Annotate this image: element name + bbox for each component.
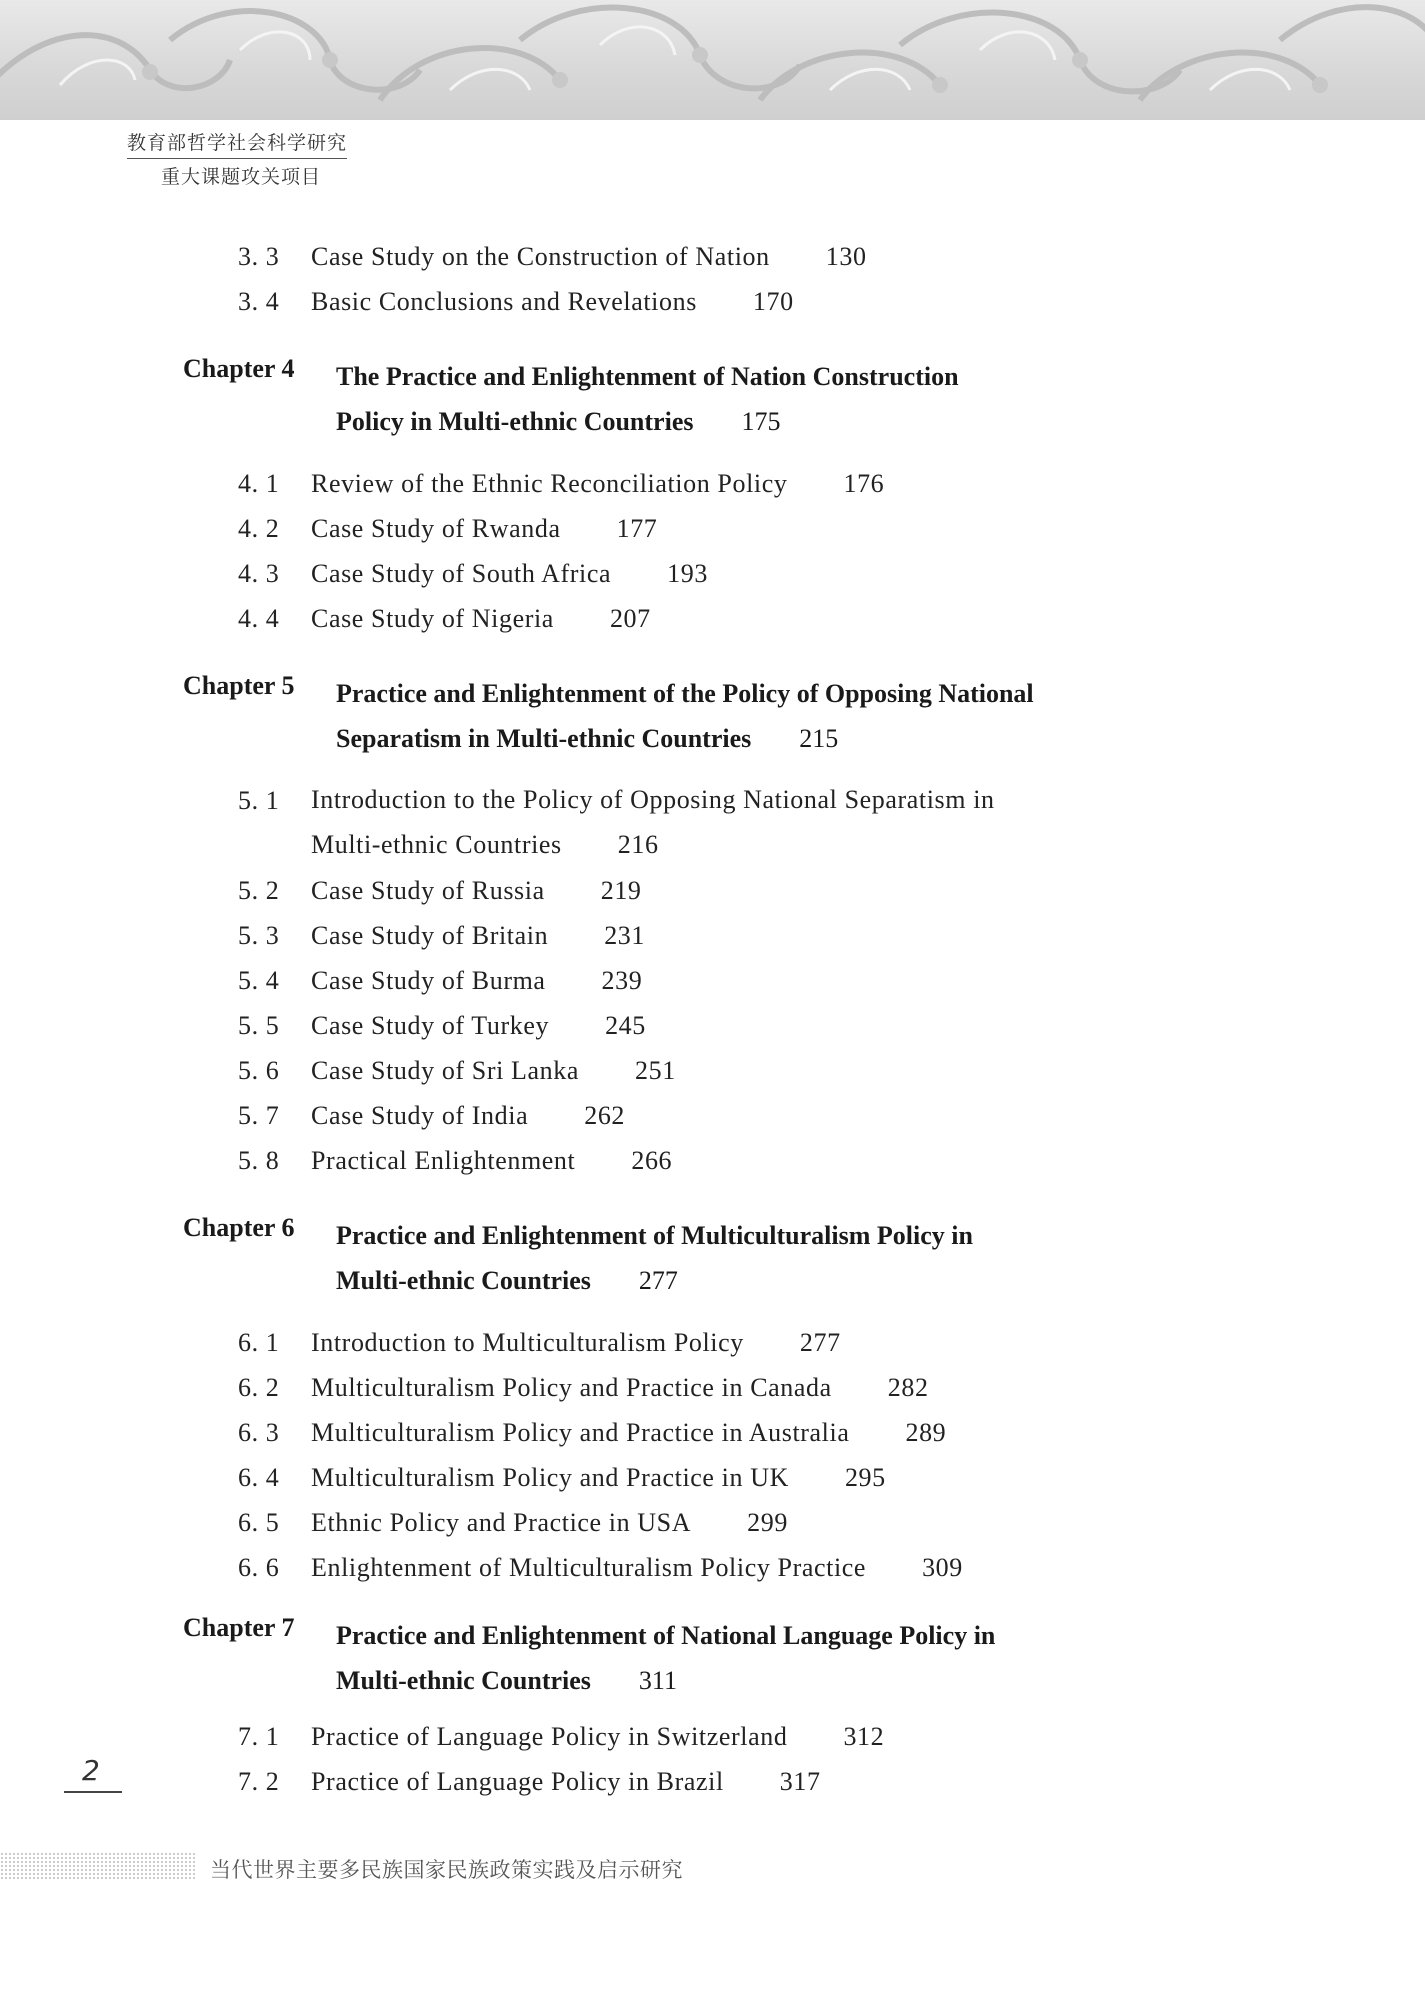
section-title: Multiculturalism Policy and Practice in Australia xyxy=(311,1418,850,1447)
page-ref: 175 xyxy=(741,407,781,436)
section-title: Ethnic Policy and Practice in USA xyxy=(311,1508,692,1537)
section-number: 5. 6 xyxy=(238,1056,280,1085)
section-title: Enlightenment of Multiculturalism Policy Practice xyxy=(311,1553,867,1582)
chapter-title-line1: Practice and Enlightenment of National Language Policy in xyxy=(336,1621,996,1650)
section-number: 6. 1 xyxy=(238,1328,280,1357)
page-ref: 193 xyxy=(667,559,708,588)
chapter-label: Chapter 7 xyxy=(183,1613,295,1642)
page-ref: 282 xyxy=(887,1373,929,1402)
section-title: Practice of Language Policy in Brazil xyxy=(311,1767,724,1796)
section-title: Practice of Language Policy in Switzerland xyxy=(311,1722,788,1751)
section-number: 5. 1 xyxy=(238,786,280,815)
series-title-line2: 重大课题攻关项目 xyxy=(161,166,322,188)
section-number: 4. 4 xyxy=(238,604,280,633)
page-ref: 299 xyxy=(747,1508,788,1537)
series-title-line1: 教育部哲学社会科学研究 xyxy=(127,128,347,159)
running-book-title: 当代世界主要多民族国家民族政策实践及启示研究 xyxy=(210,1858,683,1882)
chapter-title-line2: Multi-ethnic Countries xyxy=(336,1666,591,1695)
chapter-title-line2: Multi-ethnic Countries xyxy=(336,1266,591,1295)
page-ref: 207 xyxy=(609,604,651,633)
page-ref: 277 xyxy=(638,1266,678,1295)
page-ref: 245 xyxy=(605,1011,646,1040)
section-title: Introduction to Multiculturalism Policy xyxy=(311,1328,744,1357)
chapter-title-line1: Practice and Enlightenment of the Policy of Opposing National xyxy=(336,679,1034,708)
section-number: 6. 2 xyxy=(238,1373,280,1402)
chapter-label: Chapter 6 xyxy=(183,1213,295,1242)
section-title: Practical Enlightenment xyxy=(311,1146,576,1175)
page-ref: 176 xyxy=(843,469,885,498)
section-title: Case Study of Nigeria xyxy=(311,604,554,633)
page-ref: 215 xyxy=(799,724,839,753)
page-ref: 277 xyxy=(799,1328,841,1357)
chapter-title-line2: Separatism in Multi-ethnic Countries xyxy=(336,724,752,753)
page-ref: 289 xyxy=(905,1418,947,1447)
section-title: Case Study of Russia xyxy=(311,876,545,905)
series-header xyxy=(127,128,347,189)
section-title: Case Study of Turkey xyxy=(311,1011,550,1040)
section-number: 6. 5 xyxy=(238,1508,280,1537)
cloud-pattern-icon xyxy=(0,0,1425,120)
section-title: Case Study of India xyxy=(311,1101,529,1130)
footer-dot-pattern xyxy=(0,1852,195,1880)
section-number: 6. 3 xyxy=(238,1418,280,1447)
section-title: Case Study of Rwanda xyxy=(311,514,561,543)
section-title: Case Study of South Africa xyxy=(311,559,612,588)
chapter-label: Chapter 5 xyxy=(183,671,295,700)
page-ref: 295 xyxy=(844,1463,886,1492)
page-ref: 309 xyxy=(922,1553,963,1582)
section-title-line2: Multi-ethnic Countries xyxy=(311,830,562,859)
section-number: 5. 3 xyxy=(238,921,280,950)
page-ref: 266 xyxy=(631,1146,673,1175)
section-title: Case Study of Sri Lanka xyxy=(311,1056,579,1085)
section-number: 5. 4 xyxy=(238,966,280,995)
section-title: Case Study of Burma xyxy=(311,966,546,995)
page-ref: 130 xyxy=(825,242,867,271)
section-number: 3. 4 xyxy=(238,287,280,316)
decorative-cloud-banner xyxy=(0,0,1425,120)
section-title: Multiculturalism Policy and Practice in Canada xyxy=(311,1373,832,1402)
chapter-label: Chapter 4 xyxy=(183,354,295,383)
section-title: Review of the Ethnic Reconciliation Policy xyxy=(311,469,788,498)
chapter-title-line1: The Practice and Enlightenment of Nation Construction xyxy=(336,362,959,391)
section-number: 6. 6 xyxy=(238,1553,280,1582)
section-number: 5. 2 xyxy=(238,876,280,905)
page-number-underline xyxy=(64,1791,122,1793)
section-number: 6. 4 xyxy=(238,1463,280,1492)
section-title-line1: Introduction to the Policy of Opposing National Separatism in xyxy=(311,785,995,814)
chapter-title-line1: Practice and Enlightenment of Multiculturalism Policy in xyxy=(336,1221,973,1250)
page-ref: 317 xyxy=(779,1767,821,1796)
section-title: Case Study on the Construction of Nation xyxy=(311,242,770,271)
page-ref: 239 xyxy=(601,966,643,995)
page-ref: 262 xyxy=(584,1101,626,1130)
chapter-title-line2: Policy in Multi-ethnic Countries xyxy=(336,407,694,436)
section-number: 7. 2 xyxy=(238,1767,280,1796)
section-title: Multiculturalism Policy and Practice in UK xyxy=(311,1463,789,1492)
page-number: 2 xyxy=(82,1754,100,1787)
section-number: 5. 8 xyxy=(238,1146,280,1175)
page-ref: 177 xyxy=(616,514,658,543)
section-title: Case Study of Britain xyxy=(311,921,549,950)
page-ref: 231 xyxy=(604,921,646,950)
section-number: 7. 1 xyxy=(238,1722,280,1751)
section-number: 4. 1 xyxy=(238,469,280,498)
page-ref: 170 xyxy=(752,287,794,316)
section-number: 4. 3 xyxy=(238,559,280,588)
page-ref: 312 xyxy=(843,1722,885,1751)
section-number: 5. 5 xyxy=(238,1011,280,1040)
page-ref: 216 xyxy=(617,830,659,859)
page-ref: 219 xyxy=(600,876,642,905)
page-ref: 251 xyxy=(635,1056,676,1085)
section-title: Basic Conclusions and Revelations xyxy=(311,287,697,316)
section-number: 4. 2 xyxy=(238,514,280,543)
section-number: 5. 7 xyxy=(238,1101,280,1130)
section-number: 3. 3 xyxy=(238,242,280,271)
page-ref: 311 xyxy=(638,1666,677,1695)
